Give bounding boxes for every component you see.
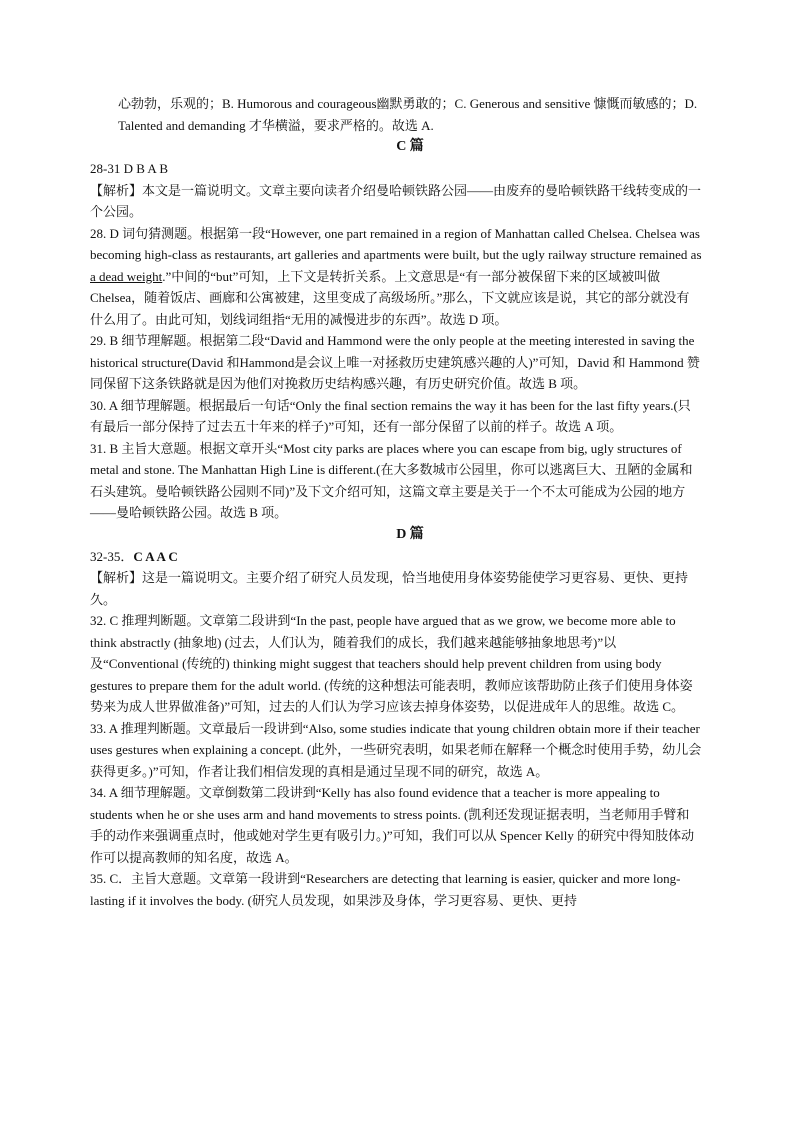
question-31-explanation: 31. B 主旨大意题。根据文章开头“Most city parks are places where you can escape from big, ugly structures of metal and stone. The Manhattan High Line is different.(在大多数城市公园里，你可以逃离巨大、丑陋的金属和石头建筑。曼哈顿铁路公园则不同)”及下文介绍可知，这篇文章主要是关于一个不太可能成为公园的地方——曼哈顿铁路公园。故选 B 项。 [90, 440, 693, 520]
question-29-explanation: 29. B 细节理解题。根据第二段“David and Hammond were the only people at the meeting interested in saving the historical structure(David 和Hammond是会议上唯一对拯救历史建筑感兴趣的人)”可知，David 和 Hammond 赞同保留下这条铁路就是因为他们对挽救历史结构感兴趣，有历史研究价值。故选 B 项。 [90, 333, 700, 391]
question-34-explanation: 34. A 细节理解题。文章倒数第二段讲到“Kelly has also found evidence that a teacher is more appealing to students when he or she uses arm and hand movements to stress points. (凯利还发现证据表明，当老师用手臂和手的动作来强调重点时，他或她对学生更有吸引力。)”可知，我们可以从 Spencer Kelly 的研究中得知肢体动作可以提高教师的知名度，故选 A。 [90, 785, 695, 865]
q28-text-b: .”中间的“but”可知，上下文是转折关系。上文意思是“有一部分被保留下来的区域被叫做 Chelsea，随着饭店、画廊和公寓被建，这里变成了高级场所。”那么，下文就应该是说，其它的部分就没有什么用了。由此可知，划线词组指“无用的减慢进步的东西”。故选 D 项。 [90, 268, 690, 327]
section-d-answers [90, 546, 702, 568]
previous-answer-tail: 心勃勃，乐观的；B. Humorous and courageous幽默勇敢的；C. Generous and sensitive 慷慨而敏感的；D. Talented and demanding 才华横溢，要求严格的。故选 A. [118, 96, 698, 133]
question-32-explanation: 32. C 推理判断题。文章第二段讲到“In the past, people have argued that as we grow, we become more able to think abstractly (抽象地) (过去，人们认为，随着我们的成长，我们越来越能够抽象地思考)”以及“Conventional (传统的) thinking might suggest that teachers should help prevent children from using body gestures to prepare them for the adult world. (传统的这种想法可能表明，教师应该帮助防止孩子们使用身体姿势来为成人世界做准备)”可知，过去的人们认为学习应该去掉身体姿势，以促进成年人的思维。故选 C。 [90, 613, 693, 714]
section-c-title: C 篇 [396, 139, 424, 154]
question-30-explanation: 30. A 细节理解题。根据最后一句话“Only the final section remains the way it has been for the last fifty years.(只有最后一部分保持了过去五十年来的样子)”可知，还有一部分保留了以前的样子。故选 A 项。 [90, 397, 691, 434]
section-c-analysis: 【解析】本文是一篇说明文。文章主要向读者介绍曼哈顿铁路公园——由废弃的曼哈顿铁路干线转变成的一个公园。 [90, 182, 702, 219]
question-35-explanation: 35. C．主旨大意题。文章第一段讲到“Researchers are detecting that learning is easier, quicker and more long-lasting if it involves the body. (研究人员发现，如果涉及身体，学习更容易、更快、更持 [90, 871, 681, 908]
question-33-explanation: 33. A 推理判断题。文章最后一段讲到“Also, some studies indicate that young children obtain more if their teacher uses gestures when explaining a concept. (此外，一些研究表明，如果老师在解释一个概念时使用手势，幼儿会获得更多。)”可知，作者让我们相信发现的真相是通过呈现不同的研究，故选 A。 [90, 720, 702, 779]
q28-underlined-phrase: a dead weight [90, 268, 163, 284]
q28-text-a: 28. D 词句猜测题。根据第一段“However, one part remained in a region of Manhattan called Chelsea. Chelsea was becoming high-class as restaurants, art galleries and apartments were built, but the ugly railway structure remained as [90, 225, 702, 262]
section-d-title: D 篇 [396, 526, 424, 542]
d-answers-bold: C A A C [133, 548, 178, 564]
d-answers-prefix: 32-35． [90, 548, 134, 564]
section-c-answers: 28-31 D B A B [90, 161, 169, 176]
question-28-explanation [90, 223, 702, 331]
section-d-analysis: 【解析】这是一篇说明文。主要介绍了研究人员发现，恰当地使用身体姿势能使学习更容易、更快、更持久。 [90, 570, 689, 607]
